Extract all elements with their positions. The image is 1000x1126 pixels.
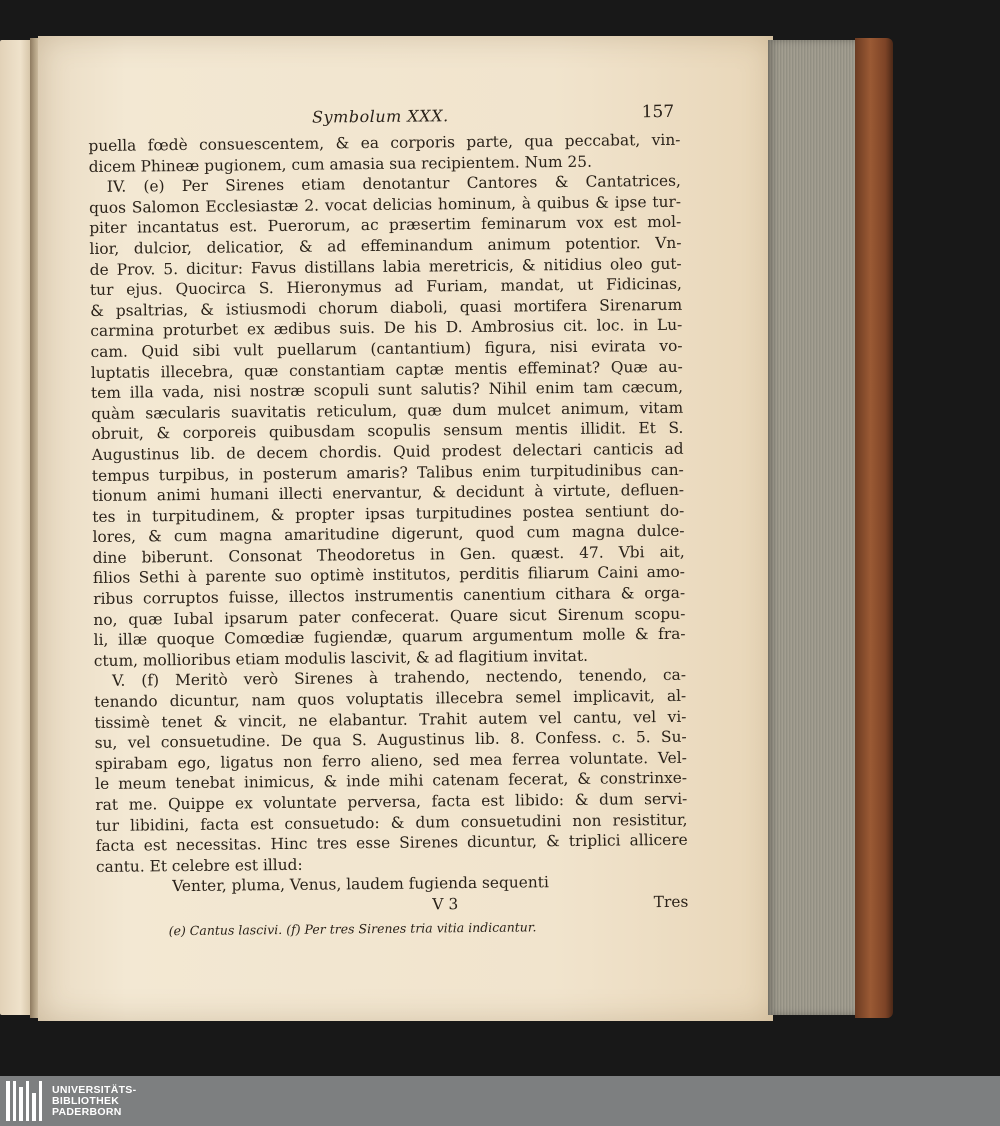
text-line: IV. (e) Per Sirenes etiam denotantur Cantores & Cantatrices,: [106, 171, 681, 196]
text-line: piter incantatus est. Puerorum, ac præsertim feminarum vox est mol-: [89, 213, 682, 238]
text-line: filios Sethi à parente suo optimè institutos, perditis filiarum Caini amo-: [92, 563, 686, 588]
text-line: ribus corruptos fuisse, illectos instrumentis canentium cithara & orga-: [93, 583, 686, 609]
text-line: dine biberunt. Consonat Theodoretus in Gen. quæst. 47. Vbi ait,: [92, 542, 685, 567]
text-line: tenando dicuntur, nam quos voluptatis illecebra semel implicavit, al-: [94, 686, 687, 711]
page-number: 157: [641, 101, 675, 123]
text-line: quàm sæcularis suavitatis reticulum, quæ dum mulcet animum, vitam: [91, 398, 684, 423]
text-line: cantu. Et celebre est illud:: [95, 855, 303, 876]
text-line: su, vel consuetudine. De qua S. Augustinus lib. 8. Confess. c. 5. Su-: [94, 727, 687, 753]
text-line: Augustinus lib. de decem chordis. Quid prodest delectari canticis ad: [91, 439, 684, 464]
text-line: tur libidini, facta est consuetudo: & dum consuetudini non resistitur,: [95, 810, 688, 835]
text-line: dicem Phineæ pugionem, cum amasia sua recipientem. Num 25.: [88, 152, 593, 176]
library-name-line-1: UNIVERSITÄTS-: [52, 1083, 137, 1096]
text-line: tempus turpibus, in posterum amaris? Talibus enim turpitudinibus can-: [91, 460, 684, 485]
text-line: tem illa vada, nisi nostræ scopuli sunt salutis? Nihil enim tam cæcum,: [90, 377, 684, 403]
body-text: [88, 130, 688, 878]
left-page-edge: [0, 40, 34, 1015]
text-line: spirabam ego, ligatus non ferro alieno, sed mea ferrea voluntate. Vel-: [94, 748, 687, 773]
text-line: carmina proturbet ex ædibus suis. De his D. Ambrosius cit. loc. in Lu-: [90, 316, 683, 341]
page-edges: [768, 40, 860, 1015]
library-logo-icon: [6, 1081, 42, 1121]
text-line: tes in turpitudinem, & propter ipsas turpitudines postea sentiunt do-: [92, 501, 685, 526]
book-cover-edge: [855, 38, 893, 1018]
text-line: tionum animi humani illecti enervantur, & decidunt à virtute, defluen-: [91, 480, 685, 506]
text-line: lior, dulcior, delicatior, & ad effeminandum animum potentior. Vn-: [89, 233, 682, 258]
text-line: cam. Quid sibi vult puellarum (cantantium) figura, nisi evirata vo-: [90, 336, 683, 361]
text-line: rat me. Quippe ex voluntate perversa, facta est libido: & dum servi-: [95, 789, 688, 814]
text-line: luptatis illecebra, quæ constantiam captæ mentis effeminat? Quæ au-: [90, 357, 683, 382]
text-line: & psaltrias, & istiusmodi chorum diaboli, quasi mortifera Sirenarum: [90, 295, 683, 320]
text-line: puella fœdè consuescentem, & ea corporis parte, qua peccabat, vin-: [88, 130, 681, 155]
signature-mark: V 3: [432, 895, 459, 914]
text-line: tissimè tenet & vincit, ne elabantur. Trahit autem vel cantu, vel vi-: [94, 707, 687, 732]
text-line: le meum tenebat inimicus, & inde mihi catenam fecerat, & constrinxe-: [95, 769, 688, 794]
text-line: ctum, mollioribus etiam modulis lascivit, & ad flagitium invitat.: [93, 646, 589, 670]
text-line: obruit, & corporeis quibusdam scopulis sensum mentis illidit. Et S.: [91, 419, 684, 444]
text-line: de Prov. 5. dicitur: Favus distillans labia meretricis, & nitidius oleo gut-: [89, 254, 682, 279]
text-line: V. (f) Meritò verò Sirenes à trahendo, nectendo, tenendo, ca-: [111, 666, 687, 691]
text-line: quos Salomon Ecclesiastæ 2. vocat delicias hominum, à quibus & ipse tur-: [88, 192, 682, 217]
text-line: li, illæ quoque Comœdiæ fugiendæ, quarum argumentum molle & fra-: [93, 625, 686, 650]
text-line: no, quæ Iubal ipsarum pater confecerat. Quare sicut Sirenum scopu-: [93, 604, 686, 629]
library-name-line-2: BIBLIOTHEK: [52, 1094, 120, 1107]
running-title: Symbolum XXX.: [312, 106, 449, 127]
page-text-block: [88, 100, 689, 943]
text-line: tur ejus. Quocirca S. Hieronymus ad Furiam, mandat, ut Fidicinas,: [89, 274, 682, 300]
library-name-line-3: PADERBORN: [52, 1105, 122, 1118]
footnote: (e) Cantus lascivi. (f) Per tres Sirenes tria vitia indicantur.: [168, 919, 537, 939]
library-footer: [0, 1076, 1000, 1126]
text-line: facta est necessitas. Hinc tres esse Sirenes dicuntur, & triplici allicere: [95, 830, 688, 856]
catchword: Tres: [653, 892, 689, 912]
library-name: [52, 1085, 136, 1118]
running-head: [88, 100, 680, 136]
text-line: lores, & cum magna amaritudine digerunt, quod cum magna dulce-: [92, 522, 685, 547]
verse-line: Venter, pluma, Venus, laudem fugienda sequenti: [172, 873, 549, 896]
